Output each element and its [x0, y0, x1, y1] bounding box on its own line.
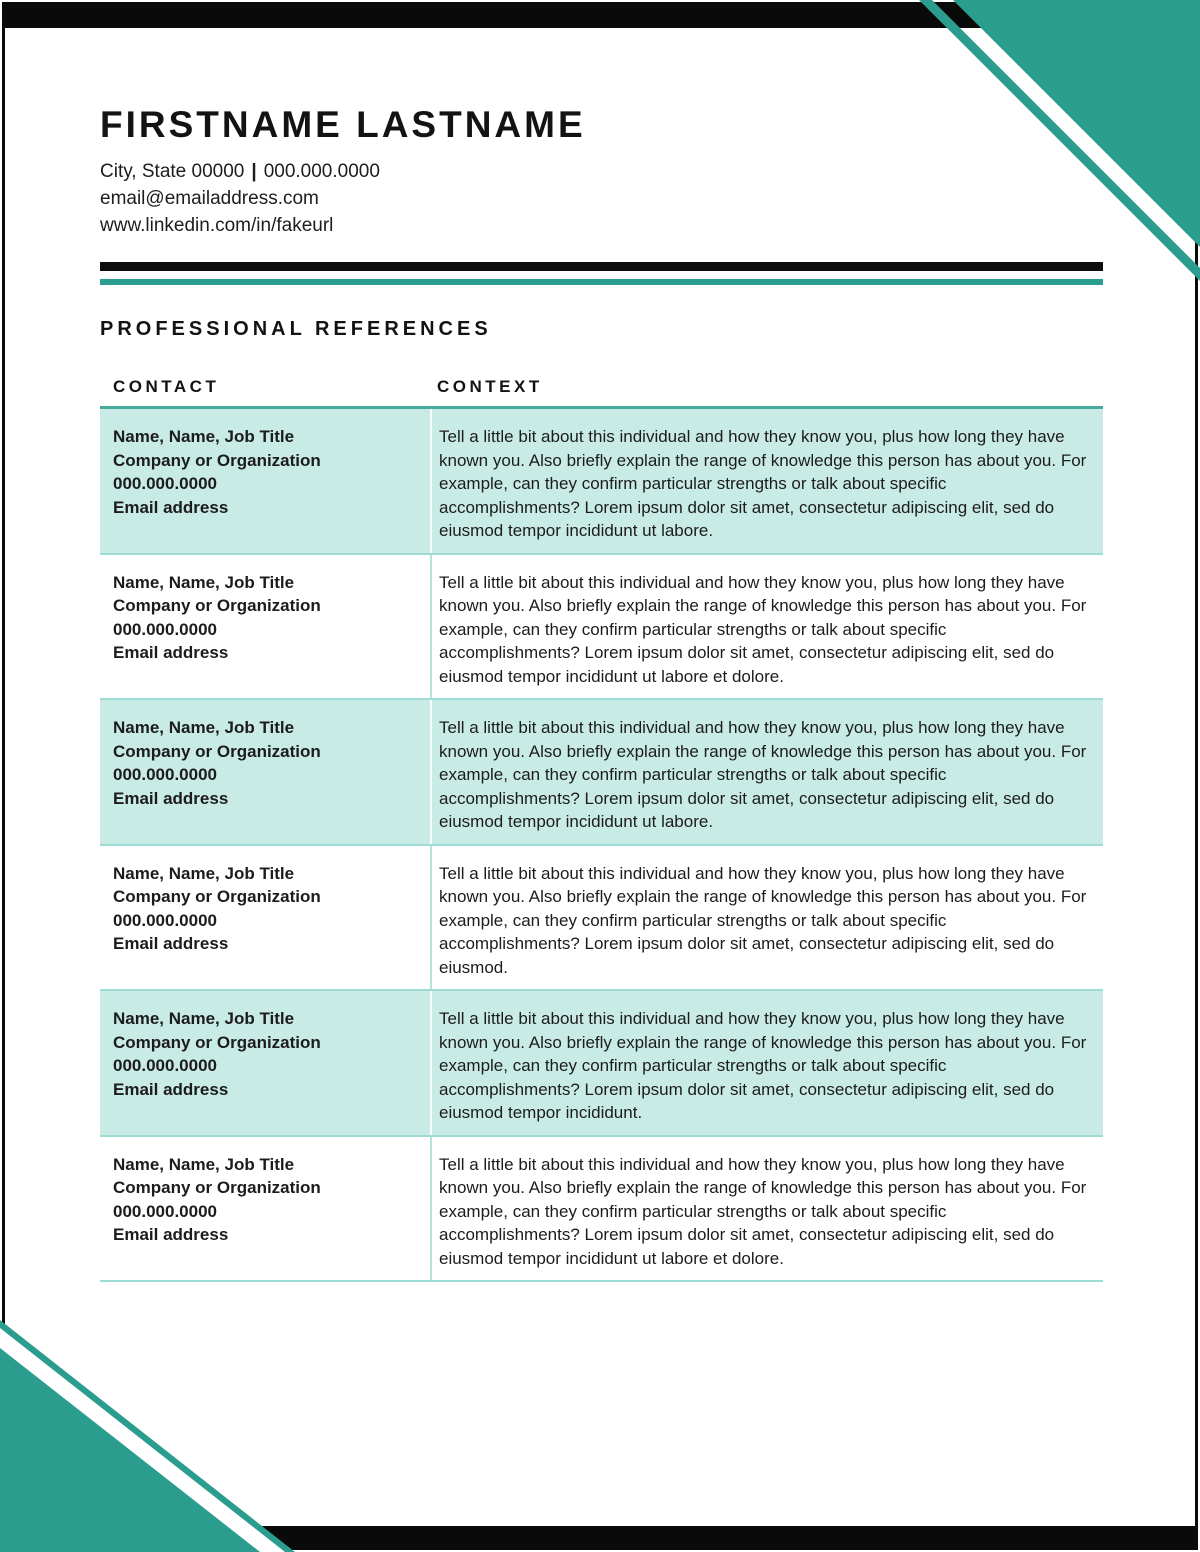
contact-organization: Company or Organization — [113, 596, 321, 615]
context-text: Tell a little bit about this individual and how they know you, plus how long they have known you. Also briefly explain the range of knowledge this person has about you. For example, can they confirm particular strengths or talk about specific accomplishments? Lorem ipsum dolor sit amet, consectetur adipiscing elit, sed do eiusmod. — [430, 846, 1103, 990]
contact-email: Email address — [113, 1225, 229, 1244]
context-text: Tell a little bit about this individual and how they know you, plus how long they have known you. Also briefly explain the range of knowledge this person has about you. For example, can they confirm particular strengths or talk about specific accomplishments? Lorem ipsum dolor sit amet, consectetur adipiscing elit, sed do eiusmod tempor incididunt ut labore. — [430, 700, 1103, 844]
contact-email: Email address — [113, 1079, 229, 1099]
contact-phone: 000.000.0000 — [113, 1056, 217, 1075]
context-text: Tell a little bit about this individual and how they know you, plus how long they have known you. Also briefly explain the range of knowledge this person has about you. For example, can they confirm particular strengths or talk about specific accomplishments? Lorem ipsum dolor sit amet, consectetur adipiscing elit, sed do eiusmod tempor incididunt ut labore et dolore. — [430, 1137, 1103, 1281]
contact-phone: 000.000.0000 — [113, 619, 217, 639]
contact-email: Email address — [113, 643, 229, 662]
contact-organization: Company or Organization — [113, 450, 321, 470]
column-header-contact: CONTACT — [113, 377, 220, 396]
pipe-separator: | — [251, 161, 257, 182]
contact-phone: 000.000.0000 — [113, 1201, 217, 1221]
contact-name: Name, Name, Job Title — [113, 863, 295, 883]
contact-organization: Company or Organization — [113, 741, 321, 761]
contact-cell — [100, 700, 430, 844]
context-text: Tell a little bit about this individual and how they know you, plus how long they have known you. Also briefly explain the range of knowledge this person has about you. For example, can they confirm particular strengths or talk about specific accomplishments? Lorem ipsum dolor sit amet, consectetur adipiscing elit, sed do eiusmod tempor incididunt ut labore et dolore. — [430, 555, 1103, 699]
table-row — [100, 553, 1103, 699]
table-row — [100, 698, 1103, 844]
contact-organization: Company or Organization — [113, 1032, 321, 1052]
contact-phone: 000.000.0000 — [113, 765, 217, 784]
contact-line-email: email@emailaddress.com — [100, 188, 319, 209]
contact-cell — [100, 991, 430, 1135]
table-row — [100, 989, 1103, 1135]
contact-cell — [100, 846, 430, 990]
contact-email: Email address — [113, 497, 229, 517]
contact-email: Email address — [113, 788, 229, 808]
contact-cell — [100, 1137, 430, 1281]
context-text: Tell a little bit about this individual and how they know you, plus how long they have known you. Also briefly explain the range of knowledge this person has about you. For example, can they confirm particular strengths or talk about specific accomplishments? Lorem ipsum dolor sit amet, consectetur adipiscing elit, sed do eiusmod tempor incididunt ut labore. — [430, 409, 1103, 553]
context-text: Tell a little bit about this individual and how they know you, plus how long they have known you. Also briefly explain the range of knowledge this person has about you. For example, can they confirm particular strengths or talk about specific accomplishments? Lorem ipsum dolor sit amet, consectetur adipiscing elit, sed do eiusmod tempor incididunt. — [430, 991, 1103, 1135]
contact-cell — [100, 409, 430, 553]
contact-name: Name, Name, Job Title — [113, 718, 295, 737]
table-header-row — [100, 377, 1103, 406]
contact-name: Name, Name, Job Title — [113, 427, 295, 446]
table-row — [100, 409, 1103, 553]
contact-cell — [100, 555, 430, 699]
contact-email: Email address — [113, 934, 229, 953]
contact-name: Name, Name, Job Title — [113, 572, 295, 592]
section-title: PROFESSIONAL REFERENCES — [100, 318, 492, 340]
table-row — [100, 844, 1103, 990]
corner-decoration-bottom-left — [0, 1280, 295, 1552]
phone-text: 000.000.0000 — [263, 161, 380, 182]
contact-phone: 000.000.0000 — [113, 474, 217, 493]
table-row — [100, 1135, 1103, 1281]
contact-name: Name, Name, Job Title — [113, 1154, 295, 1174]
contact-organization: Company or Organization — [113, 1178, 321, 1197]
location-text: City, State 00000 — [100, 161, 245, 182]
corner-decoration-top-right — [888, 0, 1200, 285]
contact-line-linkedin: www.linkedin.com/in/fakeurl — [100, 215, 334, 236]
column-header-context: CONTEXT — [437, 377, 543, 396]
contact-organization: Company or Organization — [113, 887, 321, 906]
references-table — [100, 377, 1103, 1282]
page-title: FIRSTNAME LASTNAME — [100, 104, 586, 145]
contact-phone: 000.000.0000 — [113, 910, 217, 930]
table-body — [100, 406, 1103, 1282]
contact-name: Name, Name, Job Title — [113, 1009, 295, 1028]
